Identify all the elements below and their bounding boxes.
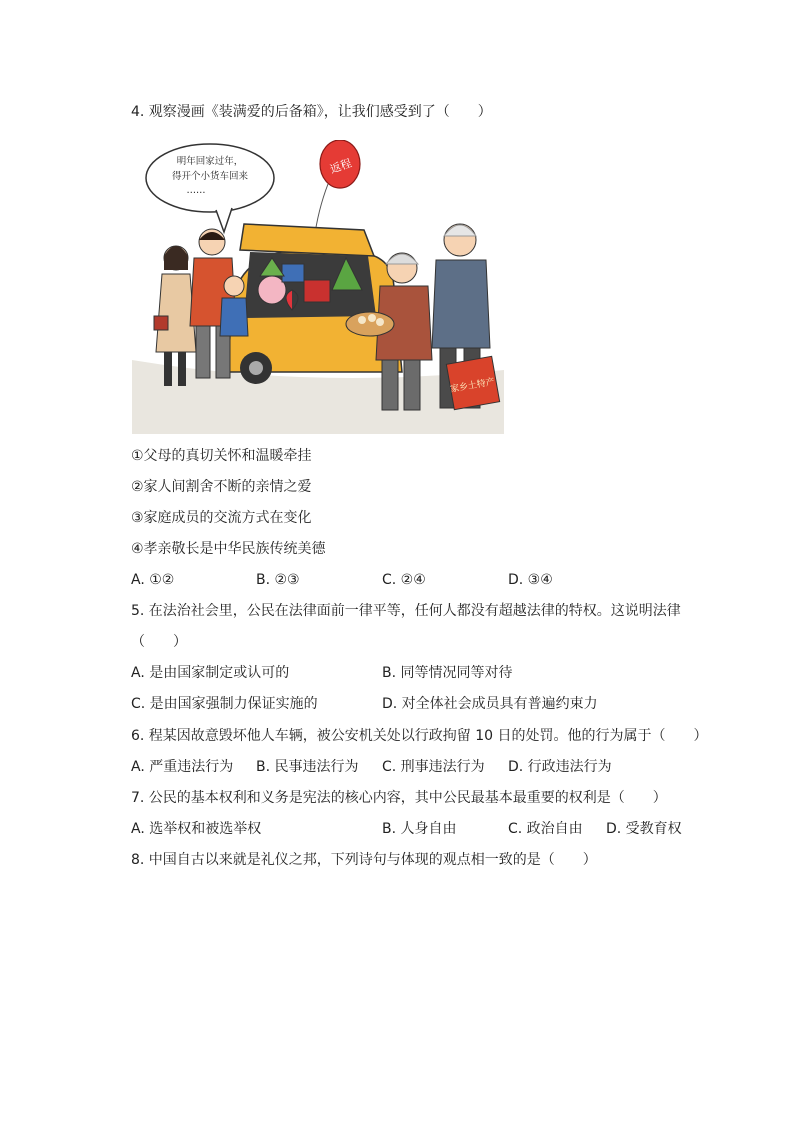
q4-statement-3: ③家庭成员的交流方式在变化: [131, 510, 312, 526]
q6-option-c: C. 刑事违法行为: [382, 759, 485, 775]
q6-stem: 6. 程某因故意毁坏他人车辆，被公安机关处以行政拘留 10 日的处罚。他的行为属于（ ）: [131, 728, 708, 744]
q5-option-c: C. 是由国家强制力保证实施的: [131, 696, 318, 712]
q5-option-b: B. 同等情况同等对待: [382, 665, 513, 681]
q7-option-b: B. 人身自由: [382, 821, 457, 837]
balloon-text: 返程: [328, 156, 354, 177]
q4-stem: 4. 观察漫画《装满爱的后备箱》，让我们感受到了（ ）: [131, 104, 492, 120]
q6-option-b: B. 民事违法行为: [256, 759, 359, 775]
bag-text: 家乡土特产: [449, 377, 496, 395]
q7-option-a: A. 选举权和被选举权: [131, 821, 262, 837]
q7-option-c: C. 政治自由: [508, 821, 583, 837]
speech-line-3: ……: [186, 185, 206, 196]
q5-option-d: D. 对全体社会成员具有普遍约束力: [382, 696, 598, 712]
q8-stem: 8. 中国自古以来就是礼仪之邦，下列诗句与体现的观点相一致的是（ ）: [131, 852, 597, 868]
q4-option-a: A. ①②: [131, 572, 175, 588]
q7-stem: 7. 公民的基本权利和义务是宪法的核心内容，其中公民最基本最重要的权利是（ ）: [131, 790, 667, 806]
q4-statement-4: ④孝亲敬长是中华民族传统美德: [131, 541, 326, 557]
q6-option-d: D. 行政违法行为: [508, 759, 612, 775]
cartoon-illustration: [132, 140, 504, 434]
speech-line-1: 明年回家过年，: [176, 156, 244, 167]
q4-option-d: D. ③④: [508, 572, 553, 588]
q4-statement-1: ①父母的真切关怀和温暖牵挂: [131, 448, 312, 464]
q4-option-b: B. ②③: [256, 572, 300, 588]
q5-option-a: A. 是由国家制定或认可的: [131, 665, 290, 681]
q7-option-d: D. 受教育权: [606, 821, 682, 837]
child-figure: [220, 276, 248, 336]
q4-statement-2: ②家人间割舍不断的亲情之爱: [131, 479, 312, 495]
q6-option-a: A. 严重违法行为: [131, 759, 234, 775]
q4-option-c: C. ②④: [382, 572, 426, 588]
speech-line-2: 得开个小货车回来: [171, 171, 249, 182]
q5-stem-line-2: （ ）: [131, 634, 187, 650]
q5-stem-line-1: 5. 在法治社会里，公民在法律面前一律平等，任何人都没有超越法律的特权。这说明法律: [131, 603, 681, 619]
